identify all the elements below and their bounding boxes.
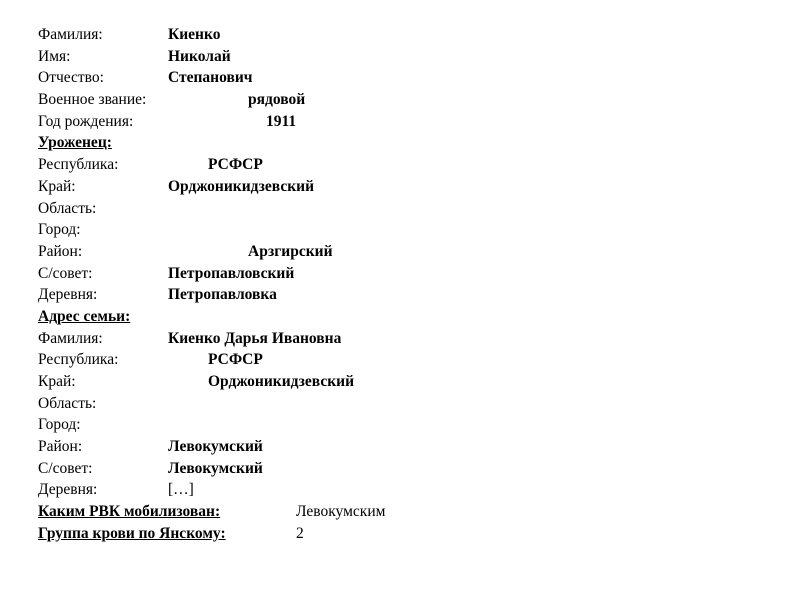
family-surname-row bbox=[38, 328, 758, 350]
name-label: Имя: bbox=[38, 47, 71, 65]
native-village-label: Деревня: bbox=[38, 286, 98, 304]
name-value: Николай bbox=[168, 47, 231, 65]
native-republic-value: РСФСР bbox=[208, 156, 263, 174]
native-heading-row bbox=[38, 132, 758, 154]
native-selsovet-value: Петропавловский bbox=[168, 264, 295, 282]
family-republic-value: РСФСР bbox=[208, 351, 263, 369]
family-surname-label: Фамилия: bbox=[38, 329, 103, 347]
family-krai-row bbox=[38, 371, 758, 393]
native-republic-label: Республика: bbox=[38, 156, 119, 174]
rank-label: Военное звание: bbox=[38, 91, 147, 109]
blood-group-row bbox=[38, 523, 758, 545]
family-oblast-label: Область: bbox=[38, 394, 97, 412]
family-oblast-row bbox=[38, 393, 758, 415]
native-oblast-label: Область: bbox=[38, 199, 97, 217]
native-krai-row bbox=[38, 176, 758, 198]
family-republic-label: Республика: bbox=[38, 351, 119, 369]
native-selsovet-row bbox=[38, 263, 758, 285]
native-district-row bbox=[38, 241, 758, 263]
patronymic-row bbox=[38, 67, 758, 89]
rank-row bbox=[38, 89, 758, 111]
family-district-value: Левокумский bbox=[168, 438, 263, 456]
mobilization-row bbox=[38, 501, 758, 523]
birth-year-row bbox=[38, 111, 758, 133]
name-row bbox=[38, 46, 758, 68]
family-village-value: […] bbox=[168, 481, 194, 499]
birth-year-label: Год рождения: bbox=[38, 112, 134, 130]
family-krai-value: Орджоникидзевский bbox=[208, 373, 355, 390]
family-village-row bbox=[38, 479, 758, 501]
native-city-label: Город: bbox=[38, 221, 81, 239]
family-district-row bbox=[38, 436, 758, 458]
patronymic-value: Степанович bbox=[168, 69, 253, 87]
family-district-label: Район: bbox=[38, 438, 83, 456]
family-surname-value: Киенко Дарья Ивановна bbox=[168, 329, 342, 347]
native-oblast-row bbox=[38, 198, 758, 220]
native-village-row bbox=[38, 284, 758, 306]
surname-row bbox=[38, 24, 758, 46]
family-city-label: Город: bbox=[38, 416, 81, 434]
rank-value: рядовой bbox=[248, 91, 306, 109]
blood-group-label: Группа крови по Янскому: bbox=[38, 524, 226, 542]
blood-group-value: 2 bbox=[296, 524, 304, 542]
family-village-label: Деревня: bbox=[38, 481, 98, 499]
native-krai-label: Край: bbox=[38, 177, 76, 195]
mobilization-label: Каким РВК мобилизован: bbox=[38, 503, 221, 521]
native-krai-value: Орджоникидзевский bbox=[168, 177, 315, 195]
family-selsovet-value: Левокумский bbox=[168, 459, 263, 477]
family-krai-label: Край: bbox=[38, 373, 76, 390]
family-republic-row bbox=[38, 349, 758, 371]
family-heading: Адрес семьи: bbox=[38, 307, 131, 325]
native-republic-row bbox=[38, 154, 758, 176]
mobilization-value: Левокумским bbox=[296, 503, 386, 521]
record-document bbox=[38, 24, 758, 545]
native-city-row bbox=[38, 219, 758, 241]
native-heading: Уроженец: bbox=[38, 134, 112, 152]
native-selsovet-label: С/совет: bbox=[38, 264, 93, 282]
family-heading-row bbox=[38, 306, 758, 328]
family-city-row bbox=[38, 414, 758, 436]
birth-year-value: 1911 bbox=[266, 112, 297, 130]
surname-label: Фамилия: bbox=[38, 26, 103, 43]
family-selsovet-row bbox=[38, 458, 758, 480]
native-district-value: Арзгирский bbox=[248, 242, 333, 260]
native-district-label: Район: bbox=[38, 242, 83, 260]
family-selsovet-label: С/совет: bbox=[38, 459, 93, 477]
patronymic-label: Отчество: bbox=[38, 69, 104, 87]
native-village-value: Петропавловка bbox=[168, 286, 277, 304]
surname-value: Киенко bbox=[168, 26, 221, 43]
